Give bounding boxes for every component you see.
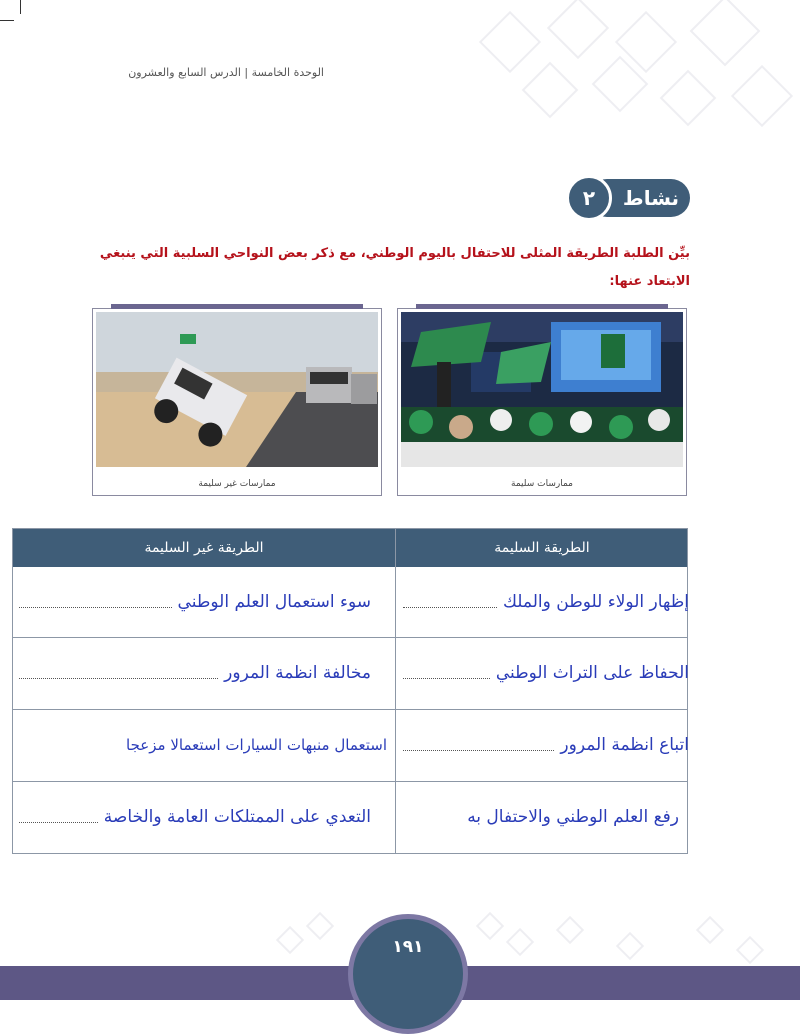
answer-line [19,812,98,823]
table-row-1-incorrect [13,567,395,637]
answer-line [19,668,218,679]
answer-text: رفع العلم الوطني والاحتفال به [467,807,679,827]
table-row-3-correct [397,710,689,780]
column-divider [395,529,396,853]
photo-caption-bad: ممارسات غير سليمة [198,479,276,489]
decorative-diamond [479,11,541,73]
table-row-2-incorrect [13,638,395,708]
header-incorrect-way: الطريقة غير السليمة [144,540,264,556]
table-row-4-correct [397,782,689,852]
answer-text: مخالفة انظمة المرور [224,663,371,683]
decorative-diamond [476,912,504,940]
decorative-diamond [506,928,534,956]
decorative-diamond [306,912,334,940]
crop-mark [0,20,14,21]
answer-line [403,668,490,679]
answer-text: سوء استعمال العلم الوطني [177,592,371,612]
answer-text: إظهار الولاء للوطن والملك [502,592,689,612]
decorative-diamond [660,70,717,127]
answer-text: اتباع انظمة المرور [560,735,689,755]
photo-good-practices [397,308,687,496]
practices-table [12,528,688,854]
table-header [13,529,687,567]
photo-top-bar [416,304,668,309]
table-row-4-incorrect [13,782,395,852]
crop-mark [20,0,21,14]
answer-line [403,740,554,751]
photo-bad-practices [92,308,382,496]
decorative-diamond [736,936,764,964]
decorative-diamond [276,926,304,954]
decorative-diamond [547,0,609,59]
decorative-diamond [556,916,584,944]
decorative-diamond [696,916,724,944]
header-correct-way: الطريقة السليمة [494,540,590,556]
decorative-diamond [616,932,644,960]
page-number-badge [348,914,468,1034]
table-row-1-correct [397,567,689,637]
page-number: ١٩١ [392,937,424,957]
decorative-diamond [690,0,761,66]
photo-caption-good: ممارسات سليمة [511,479,573,489]
breadcrumb: الوحدة الخامسة | الدرس السابع والعشرون [128,66,324,79]
answer-line [403,597,497,608]
photo-top-bar [111,304,363,309]
decorative-diamond [731,65,793,127]
answer-text: الحفاظ على التراث الوطني [495,663,689,683]
table-row-2-correct [397,638,689,708]
answer-text: التعدي على الممتلكات العامة والخاصة [103,807,371,827]
activity-number: ٢ [566,175,612,221]
table-row-3-incorrect [13,710,395,780]
decorative-diamond [522,62,579,119]
answer-line [19,597,172,608]
activity-instruction: بيِّن الطلبة الطريقة المثلى للاحتفال باليوم الوطني، مع ذكر بعض النواحي السلبية التي ينبغي الابتعاد عنها: [99,246,690,289]
activity-badge [566,175,690,221]
activity-label: نشاط [622,186,680,210]
celebration-photo [401,312,683,467]
answer-text: استعمال منبهات السيارات استعمالا مزعجا [126,736,387,754]
car-drifting-photo [96,312,378,467]
